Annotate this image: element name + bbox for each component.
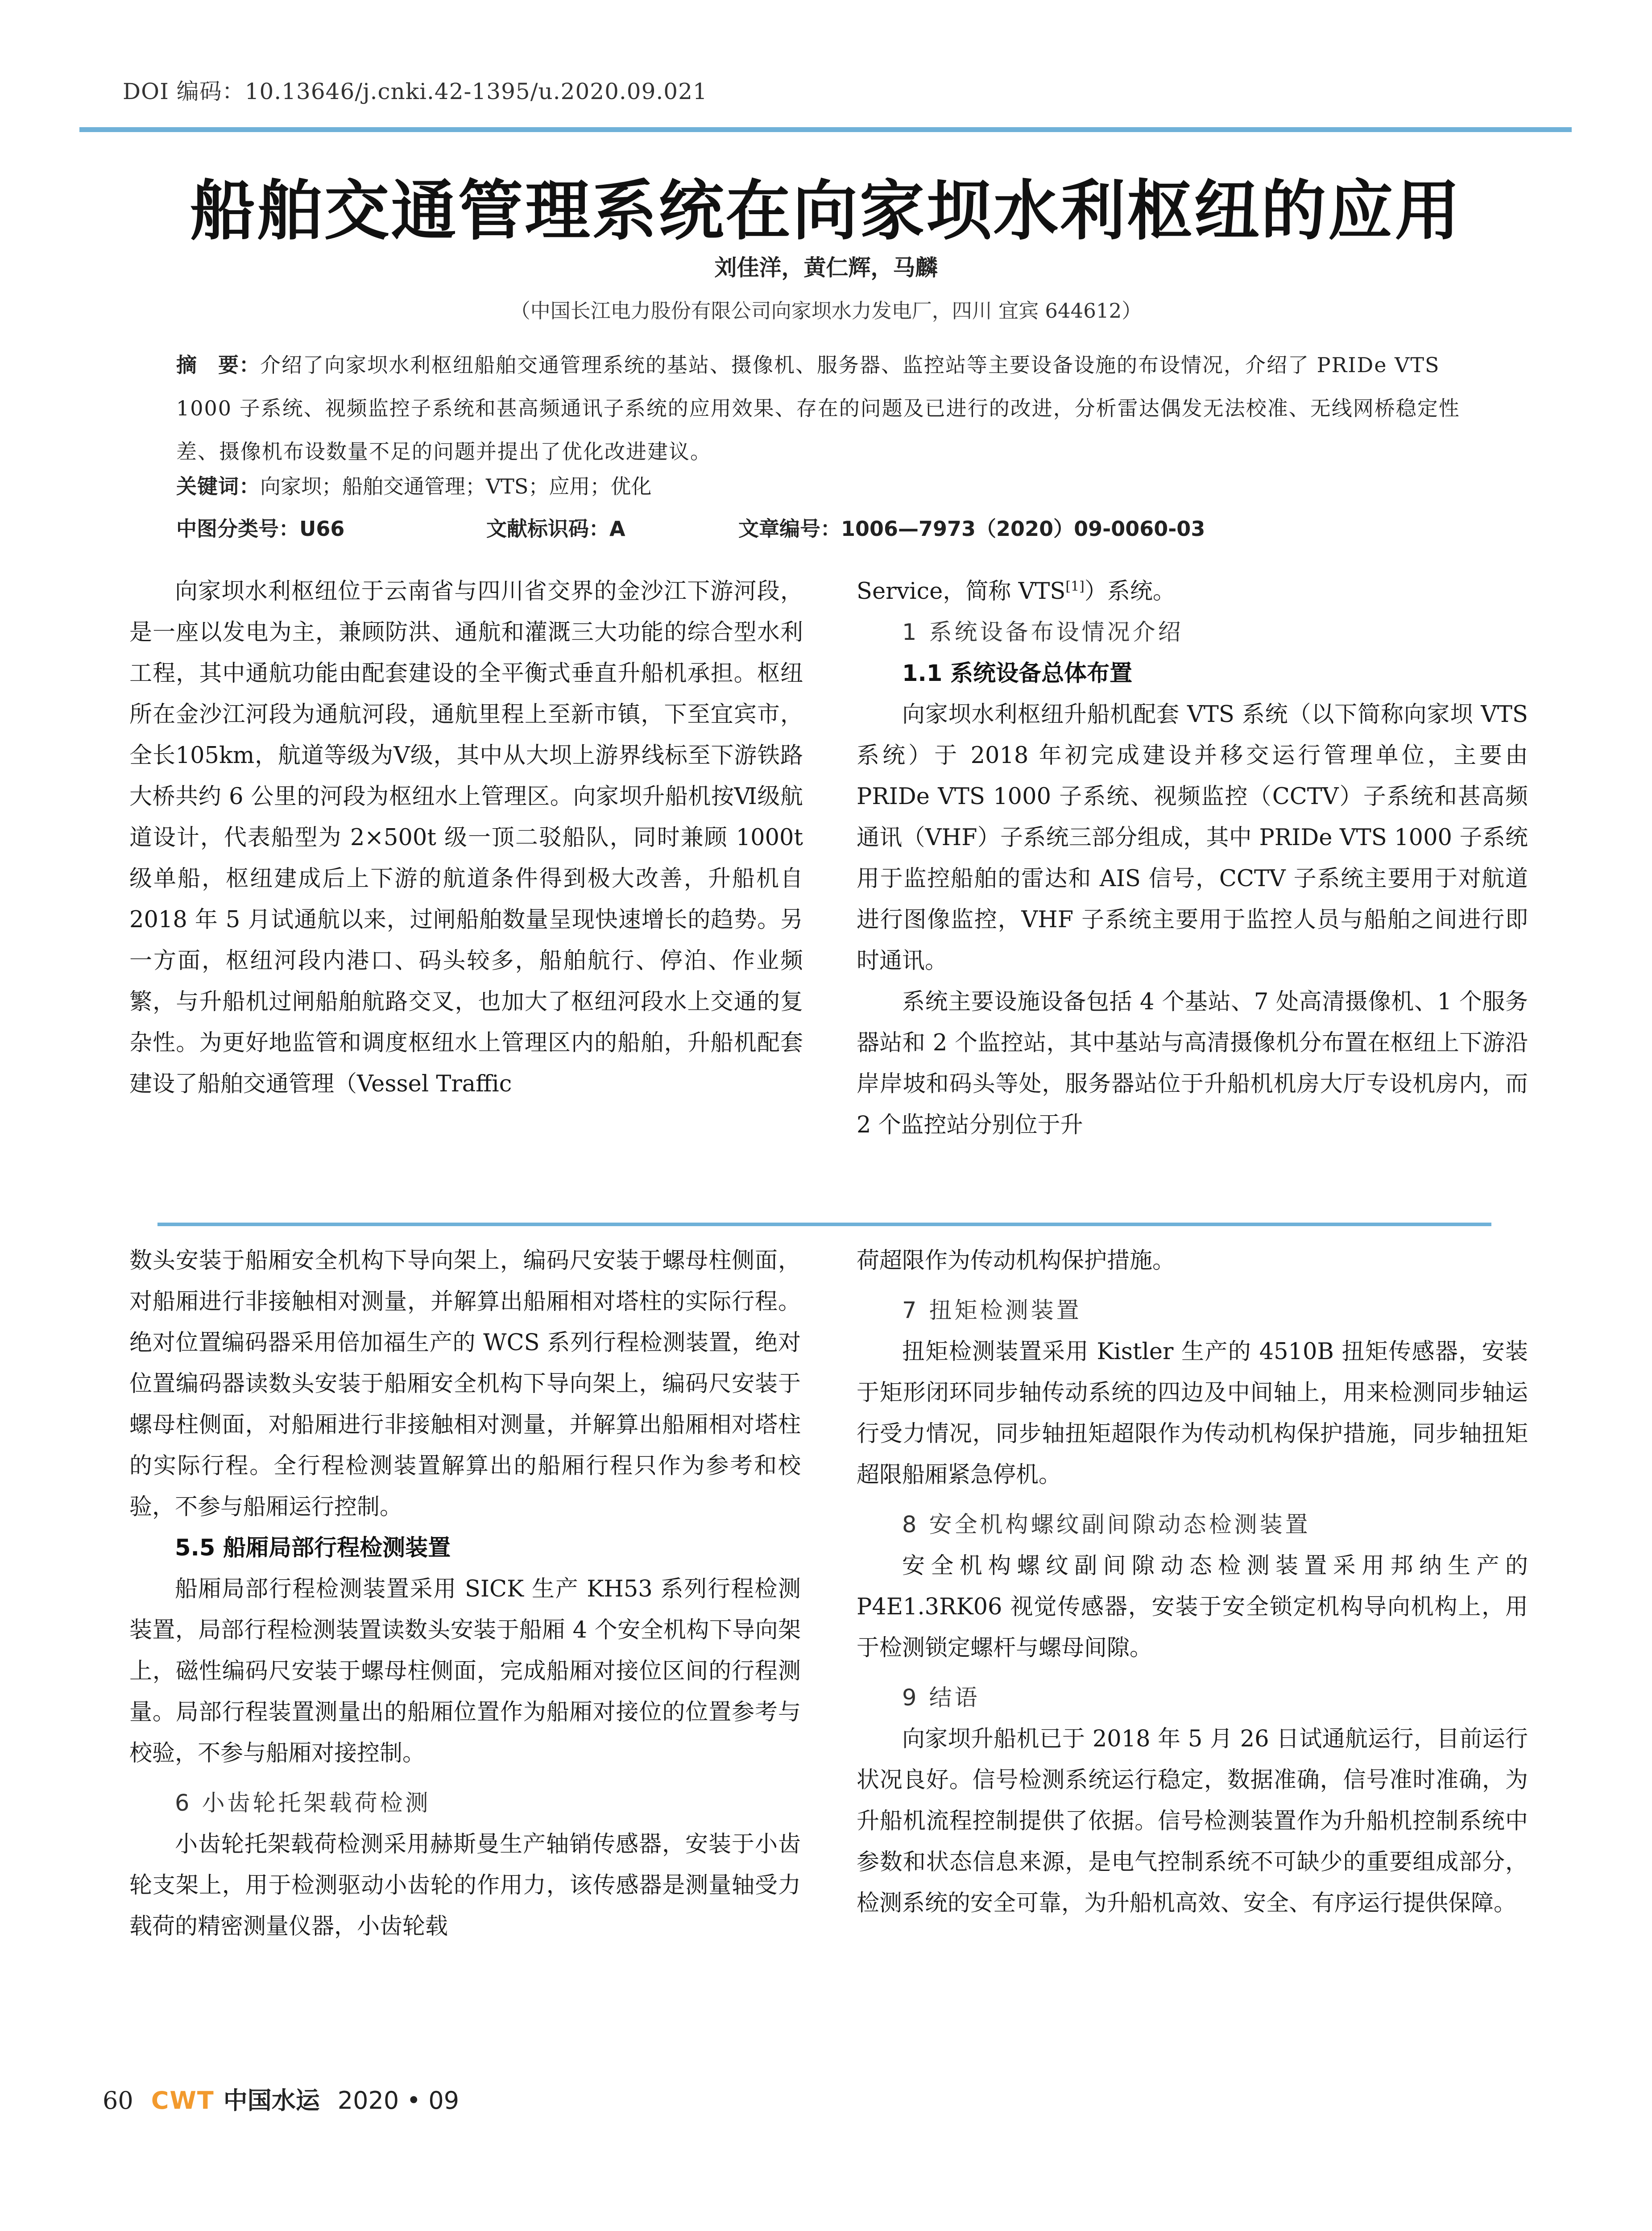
thread-gap-paragraph: 安全机构螺纹副间隙动态检测装置采用邦纳生产的 P4E1.3RK06 视觉传感器，安装于安全锁定机构导向机构上，用于检测锁定螺杆与螺母间隙。	[857, 1553, 1528, 1661]
section-heading-8: 8 安全机构螺纹副间隙动态检测装置	[902, 1512, 1311, 1538]
article-title: 船舶交通管理系统在向家坝水利枢纽的应用	[190, 173, 1462, 249]
page-section-divider	[157, 1223, 1491, 1226]
brand-logo: CWT	[151, 2086, 215, 2115]
page-footer	[103, 2082, 459, 2116]
article-number: 文章编号：1006—7973（2020）09-0060-03	[738, 517, 1205, 541]
abstract-text: 介绍了向家坝水利枢纽船舶交通管理系统的基站、摄像机、服务器、监控站等主要设备设施的布设情况，介绍了 PRIDe VTS 1000 子系统、视频监控子系统和甚高频通讯子系统的应用效果、存在的问题及已进行的改进，分析雷达偶发无法校准、无线网桥稳定性差、摄像机布设数量不足的问题并提出了优化改进建议。	[176, 353, 1460, 464]
section-heading-9: 9 结语	[902, 1685, 980, 1711]
pinion-load-paragraph: 小齿轮托架载荷检测采用赫斯曼生产轴销传感器，安装于小齿轮支架上，用于检测驱动小齿轮的作用力，该传感器是测量轴受力载荷的精密测量仪器，小齿轮载	[129, 1831, 801, 1940]
section-heading-5-5: 5.5 船厢局部行程检测装置	[175, 1535, 451, 1561]
document-code: 文献标识码：A	[486, 517, 625, 541]
conclusion-paragraph: 向家坝升船机已于 2018 年 5 月 26 日试通航运行，目前运行状况良好。信号检测系统运行稳定，数据准确，信号准时准确，为升船机流程控制提供了依据。信号检测装置作为升船机控制系统中参数和状态信息来源，是电气控制系统不可缺少的重要组成部分，检测系统的安全可靠，为升船机高效、安全、有序运行提供保障。	[857, 1726, 1528, 1916]
torque-paragraph: 扭矩检测装置采用 Kistler 生产的 4510B 扭矩传感器，安装于矩形闭环同步轴传动系统的四边及中间轴上，用来检测同步轴运行受力情况，同步轴扭矩超限作为传动机构保护措施，同步轴扭矩超限船厢紧急停机。	[857, 1339, 1528, 1488]
header-rule	[79, 127, 1572, 132]
magazine-name: 中国水运	[223, 2086, 320, 2115]
local-stroke-paragraph: 船厢局部行程检测装置采用 SICK 生产 KH53 系列行程检测装置，局部行程检测装置读数头安装于船厢 4 个安全机构下导向架上，磁性编码尺安装于螺母柱侧面，完成船厢对接位区间的行程测量。局部行程装置测量出的船厢位置作为船厢对接位的位置参考与校验，不参与船厢对接控制。	[129, 1576, 801, 1767]
upper-left-column	[129, 571, 803, 1105]
authors: 刘佳洋，黄仁辉，马麟	[714, 255, 938, 281]
doi-line: DOI 编码：10.13646/j.cnki.42-1395/u.2020.09.021	[123, 79, 708, 104]
abstract-label: 摘 要：	[176, 353, 260, 377]
page-number: 60	[103, 2086, 133, 2115]
section-heading-7: 7 扭矩检测装置	[902, 1298, 1082, 1324]
affiliation: （中国长江电力股份有限公司向家坝水力发电厂，四川 宜宾 644612）	[510, 299, 1142, 323]
encoder-paragraph: 数头安装于船厢安全机构下导向架上，编码尺安装于螺母柱侧面，对船厢进行非接触相对测量，并解算出船厢相对塔柱的实际行程。绝对位置编码器采用倍加福生产的 WCS 系列行程检测装置，绝对位置编码器读数头安装于船厢安全机构下导向架上，编码尺安装于螺母柱侧面，对船厢进行非接触相对测量，并解算出船厢相对塔柱的实际行程。全行程检测装置解算出的船厢行程只作为参考和校验，不参与船厢运行控制。	[129, 1248, 801, 1520]
citation-ref: [1]	[1065, 579, 1085, 594]
intro-paragraph: 向家坝水利枢纽位于云南省与四川省交界的金沙江下游河段，是一座以发电为主，兼顾防洪、通航和灌溉三大功能的综合型水利工程，其中通航功能由配套建设的全平衡式垂直升船机承担。枢纽所在金沙江河段为通航河段，通航里程上至新市镇，下至宜宾市，全长105km，航道等级为Ⅴ级，其中从大坝上游界线标至下游铁路大桥共约 6 公里的河段为枢纽水上管理区。向家坝升船机按Ⅵ级航道设计，代表船型为 2×500t 级一顶二驳船队，同时兼顾 1000t 级单船，枢纽建成后上下游的航道条件得到极大改善，升船机自 2018 年 5 月试通航以来，过闸船舶数量呈现快速增长的趋势。另一方面，枢纽河段内港口、码头较多，船舶航行、停泊、作业频繁，与升船机过闸船舶航路交叉，也加大了枢纽河段水上交通的复杂性。为更好地监管和调度枢纽水上管理区内的船舶，升船机配套建设了船舶交通管理（Vessel Traffic	[129, 578, 803, 1097]
keywords-text: 向家坝；船舶交通管理；VTS；应用；优化	[260, 474, 652, 498]
section-heading-1: 1 系统设备布设情况介绍	[902, 619, 1184, 646]
upper-right-column	[857, 571, 1528, 1146]
clc-number: 中图分类号：U66	[176, 517, 345, 541]
keywords-label: 关键词：	[176, 474, 260, 498]
abstract	[176, 344, 1479, 473]
lower-left-column	[129, 1240, 801, 1947]
issue-date: 2020 • 09	[337, 2086, 460, 2115]
lower-right-column	[857, 1240, 1528, 1924]
layout-paragraph-1: 向家坝水利枢纽升船机配套 VTS 系统（以下简称向家坝 VTS 系统）于 2018 年初完成建设并移交运行管理单位，主要由 PRIDe VTS 1000 子系统、视频监控（CCTV）子系统和甚高频通讯（VHF）子系统三部分组成，其中 PRIDe VTS 1000 子系统用于监控船舶的雷达和 AIS 信号，CCTV 子系统主要用于对航道进行图像监控，VHF 子系统主要用于监控人员与船舶之间进行即时通讯。	[857, 701, 1528, 974]
section-heading-6: 6 小齿轮托架载荷检测	[175, 1790, 431, 1816]
pinion-load-continuation: 荷超限作为传动机构保护措施。	[857, 1248, 1176, 1274]
section-heading-1-1: 1.1 系统设备总体布置	[902, 660, 1133, 687]
keywords	[176, 466, 1479, 506]
layout-paragraph-2: 系统主要设施设备包括 4 个基站、7 处高清摄像机、1 个服务器站和 2 个监控站，其中基站与高清摄像机分布置在枢纽上下游沿岸岸坡和码头等处，服务器站位于升船机机房大厅专设机房内，而 2 个监控站分别位于升	[857, 989, 1528, 1138]
vts-continuation: Service，简称 VTS[1]）系统。	[857, 578, 1176, 605]
